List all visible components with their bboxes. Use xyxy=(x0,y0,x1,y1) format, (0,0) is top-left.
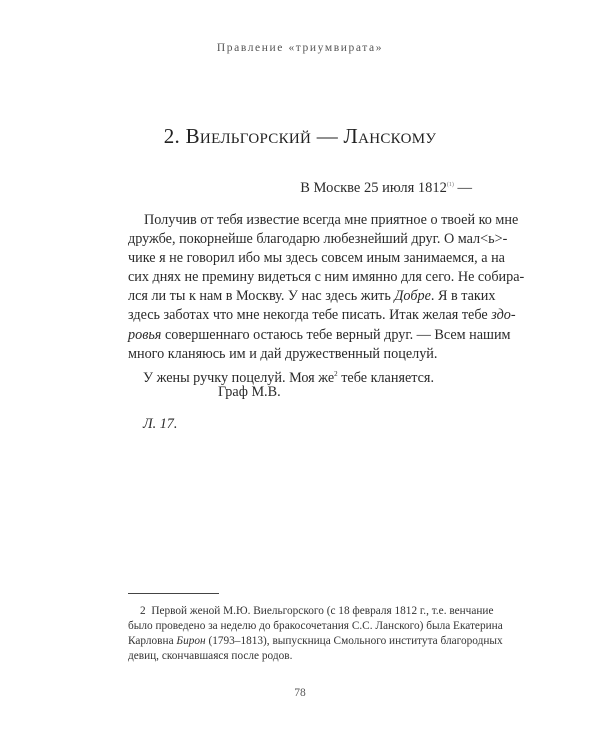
postscript-note-ref: 2 xyxy=(334,370,338,378)
letter-body xyxy=(128,211,525,364)
letter-line: много кланяюсь им и дай дружественный поцелуй. xyxy=(128,345,438,362)
letter-line-6-italic: здо- xyxy=(491,307,516,324)
footnote-line-3a: Карловна xyxy=(128,635,177,647)
letter-line: сих днях не премину видеться с ним имянно для сего. Не собира- xyxy=(128,269,525,286)
footnote-divider xyxy=(128,593,219,594)
title-text: Виельгорский — Ланскому xyxy=(185,124,437,148)
dateline-note-ref: (1) xyxy=(446,182,454,188)
letter-line: Получив от тебя известие всегда мне приятное о твоей ко мне xyxy=(144,212,519,228)
footnote-line xyxy=(128,634,503,649)
letter-line xyxy=(128,306,516,325)
running-head: Правление «триумвирата» xyxy=(216,42,384,54)
letter-line: дружбе, покорнейше благодарю любезнейший друг. О мал<ь>- xyxy=(128,231,508,248)
letter-line-5a: лся ли ты к нам в Москву. У нас здесь жить xyxy=(128,288,395,305)
footnote-line xyxy=(128,604,494,619)
page-number: 78 xyxy=(294,687,306,699)
letter-line-7b: совершеннаго остаюсь тебе верный друг. — Всем нашим xyxy=(161,326,511,343)
postscript-text-a: У жены ручку поцелуй. Моя же xyxy=(143,370,335,386)
letter-line-5-italic: Добре xyxy=(394,288,431,305)
dateline xyxy=(300,180,472,197)
letter-line-6a: здесь заботах что мне некогда тебе писать. Итак желая тебе xyxy=(128,307,492,324)
dateline-dash: — xyxy=(453,180,472,196)
footnote-line-3b: (1793–1813), выпускница Смольного института благородных xyxy=(205,635,503,647)
footnote-line-3-italic: Бирон xyxy=(176,635,206,647)
signature: Граф М.В. xyxy=(218,384,281,400)
letter-line-5b: . Я в таких xyxy=(430,288,496,305)
footnote xyxy=(128,604,503,664)
postscript-text-b: тебе кланяется. xyxy=(337,370,435,386)
letter-line: чике я не говорил ибо мы здесь совсем иным занимаемся, а на xyxy=(128,250,505,267)
dateline-text: В Москве 25 июля 1812 xyxy=(300,180,447,196)
letter-line xyxy=(128,326,511,345)
letter-line xyxy=(128,287,496,306)
letter-title xyxy=(0,124,600,149)
letter-line-7-italic: ровья xyxy=(128,326,162,343)
footnote-line: было проведено за неделю до бракосочетания С.С. Ланского) была Екатерина xyxy=(128,620,503,632)
title-number: 2. xyxy=(163,124,186,148)
postscript xyxy=(143,364,434,388)
leaf-reference: Л. 17. xyxy=(143,416,178,432)
footnote-line: девиц, скончавшаяся после родов. xyxy=(128,650,293,662)
footnote-line-1: Первой женой М.Ю. Виельгорского (с 18 февраля 1812 г., т.е. венчание xyxy=(151,605,494,617)
footnote-number: 2 xyxy=(140,605,146,617)
